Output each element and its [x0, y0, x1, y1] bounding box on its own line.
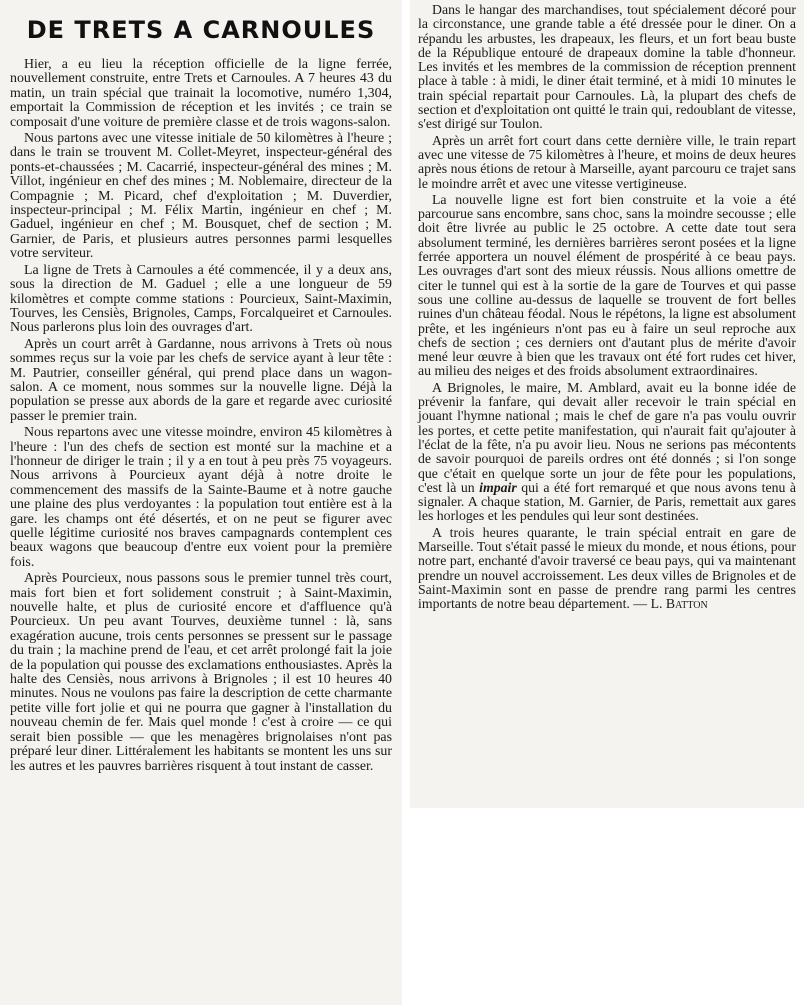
- paragraph: Après un court arrêt à Gardanne, nous arrivons à Trets où nous sommes reçus sur la voie par les chefs de service ayant à leur tête : M. Pautrier, conseiller général, qui prend place dans un wagon-salon. A ce moment, nous sommes sur la nouvelle ligne. Déjà la population se presse aux abords de la gare et regarde avec curiosité passer le premier train.: [10, 336, 392, 424]
- paragraph-text: A Brignoles, le maire, M. Amblard, avait eu la bonne idée de prévenir la fanfare, qui devait aller recevoir le train spécial en jouant l'hymne national ; mais le chef de gare n'a pas voulu ouvrir les portes, et cette petite manifestation, qui n'aurait fait qu'ajouter à l'éclat de la fête, n'a pu avoir lieu. Nous ne serions pas mécontents de savoir pourquoi de pareils ordres ont été donnés ; si l'on songe que c'était en quelque sorte un jour de fête pour les populations, c'est là un: [418, 379, 796, 495]
- paragraph-text: A trois heures quarante, le train spécial entrait en gare de Marseille. Tout s'était passé le mieux du monde, et nous étions, pour notre part, enchanté d'avoir traversé ce beau pays, qui va maintenant prendre un nouvel accroissement. Les deux villes de Brignoles et de Saint-Maximin sont en passe de prendre rang parmi les centres importants de notre beau département. —: [418, 524, 796, 612]
- paragraph-text: qui a été fort remarqué et que nous avons tenu à signaler. A chaque station, M. Garnier, de Paris, remettait aux gares les horloges et les pendules qui leur sont destinées.: [418, 479, 797, 524]
- paragraph: Nous partons avec une vitesse initiale de 50 kilomètres à l'heure ; dans le train se trouvent M. Collet-Meyret, inspecteur-général des ponts-et-chaussées ; M. Cacarrié, inspecteur-général des mines ; M. Villot, ingénieur en chef des mines ; M. Noblemaire, directeur de la Compagnie ; M. Picard, chef d'exploitation ; M. Duverdier, inspecteur-principal ; M. Félix Martin, ingénieur en chef ; M. Gaduel, ingénieur en chef ; M. Bousquet, chef de section ; M. Garnier, de Paris, et plusieurs autres personnes parmi lesquelles votre serviteur.: [10, 131, 392, 262]
- paragraph: Dans le hangar des marchandises, tout spécialement décoré pour la circonstance, une grande table a été dressée pour le diner. On a répandu les arbustes, les drapeaux, les fleurs, et un fort beau buste de la République entouré de drapeaux domine la table d'honneur. Les invités et les membres de la commission de réception prennent place à table : à midi, le diner était terminé, et à midi 10 minutes le train spécial repartait pour Carnoules. Là, la plupart des chefs de section et d'exploitation ont quitté le train qui, redoublant de vitesse, s'est dirigé sur Toulon.: [418, 2, 796, 132]
- paragraph: [418, 381, 796, 524]
- paragraph: Après un arrêt fort court dans cette dernière ville, le train repart avec une vitesse de 75 kilomètres à l'heure, et moins de deux heures après nous étions de retour à Marseille, ayant parcouru ce trajet sans le moindre arrêt et avec une vitesse vertigineuse.: [418, 132, 796, 191]
- paragraph: La ligne de Trets à Carnoules a été commencée, il y a deux ans, sous la direction de M. Gaduel ; elle a une longueur de 59 kilomètres et compte comme stations : Pourcieux, Saint-Maximin, Tourves, les Censiès, Brignoles, Camps, Forcalqueiret et Carnoules. Nous parlerons plus loin des ouvrages d'art.: [10, 262, 392, 336]
- paragraph: La nouvelle ligne est fort bien construite et la voie a été parcourue sans encombre, sans choc, sans la moindre secousse ; elle doit être livrée au public le 25 octobre. A cette date tout sera absolument terminé, les dernières barrières seront posées et la ligne ferrée apportera un nouvel élément de prospérité à ce beau pays. Les ouvrages d'art sont des mieux réussis. Nous allions omettre de citer le tunnel qui est à la sortie de la gare de Tourves et qui passe sous une colline au-dessus de laquelle se trouvent de fort belles ruines d'un château féodal. Nous le répétons, la ligne est absolument prête, et les ingénieurs n'ont pas eu à faire un seul reproche aux chefs de section ; ces derniers ont d'autant plus de mérite d'avoir mené leur œuvre à bien que les travaux ont été fort rudes cet hiver, au milieu des neiges et des froids absolument extraordinaires.: [418, 191, 796, 379]
- author-signature: L. Batton: [650, 596, 708, 612]
- emphasized-word: impair: [479, 479, 517, 495]
- article-right-column: [410, 0, 804, 808]
- paragraph: Nous repartons avec une vitesse moindre, environ 45 kilomètres à l'heure : l'un des chefs de section est monté sur la machine et a l'honneur de diriger le train ; il y a en tout à peu près 75 voyageurs. Nous arrivons à Pourcieux ayant déjà à notre droite le commencement des massifs de la Sainte-Baume et à notre gauche une plaine des plus verdoyantes : la population tout entière est à la gare. les champs ont été désertés, et on ne peut se figurer avec quelle légitime curiosité nos braves campagnards contemplent ces beaux wagons que beaucoup d'entre eux voient pour la première fois.: [10, 425, 392, 570]
- article-title: DE TRETS A CARNOULES: [26, 16, 376, 44]
- paragraph: Après Pourcieux, nous passons sous le premier tunnel très court, mais fort bien et fort solidement construit ; à Saint-Maximin, nouvelle halte, et plus de curiosité encore et d'affluence qu'à Pourcieux. Un peu avant Tourves, deuxième tunnel : là, sans exagération aucune, trois cents personnes se pressent sur le passage du train ; la machine prend de l'eau, et cet arrêt prolongé fait la joie de la population qui pousse des exclamations enthousiastes. Après la halte des Censiès, nous arrivons à Brignoles ; il est 10 heures 40 minutes. Nous ne voulons pas faire la description de cette charmante petite ville fort jolie et qui ne pourra que gagner à l'installation du nouveau chemin de fer. Mais quel monde ! c'est à croire — ce qui serait bien possible — que les menagères brignolaises n'ont pas préparé leur diner. Littéralement les habitants se montent les uns sur les autres et les pauvres barrières risquent à tout instant de casser.: [10, 571, 392, 774]
- paragraph: Hier, a eu lieu la réception officielle de la ligne ferrée, nouvellement construite, entre Trets et Carnoules. A 7 heures 43 du matin, un train spécial que trainait la locomotive, numéro 1,304, emportait la Commission de réception et les invités ; ce train se composait d'une voiture de première classe et de trois wagons-salon.: [10, 57, 392, 130]
- paragraph: [418, 526, 796, 612]
